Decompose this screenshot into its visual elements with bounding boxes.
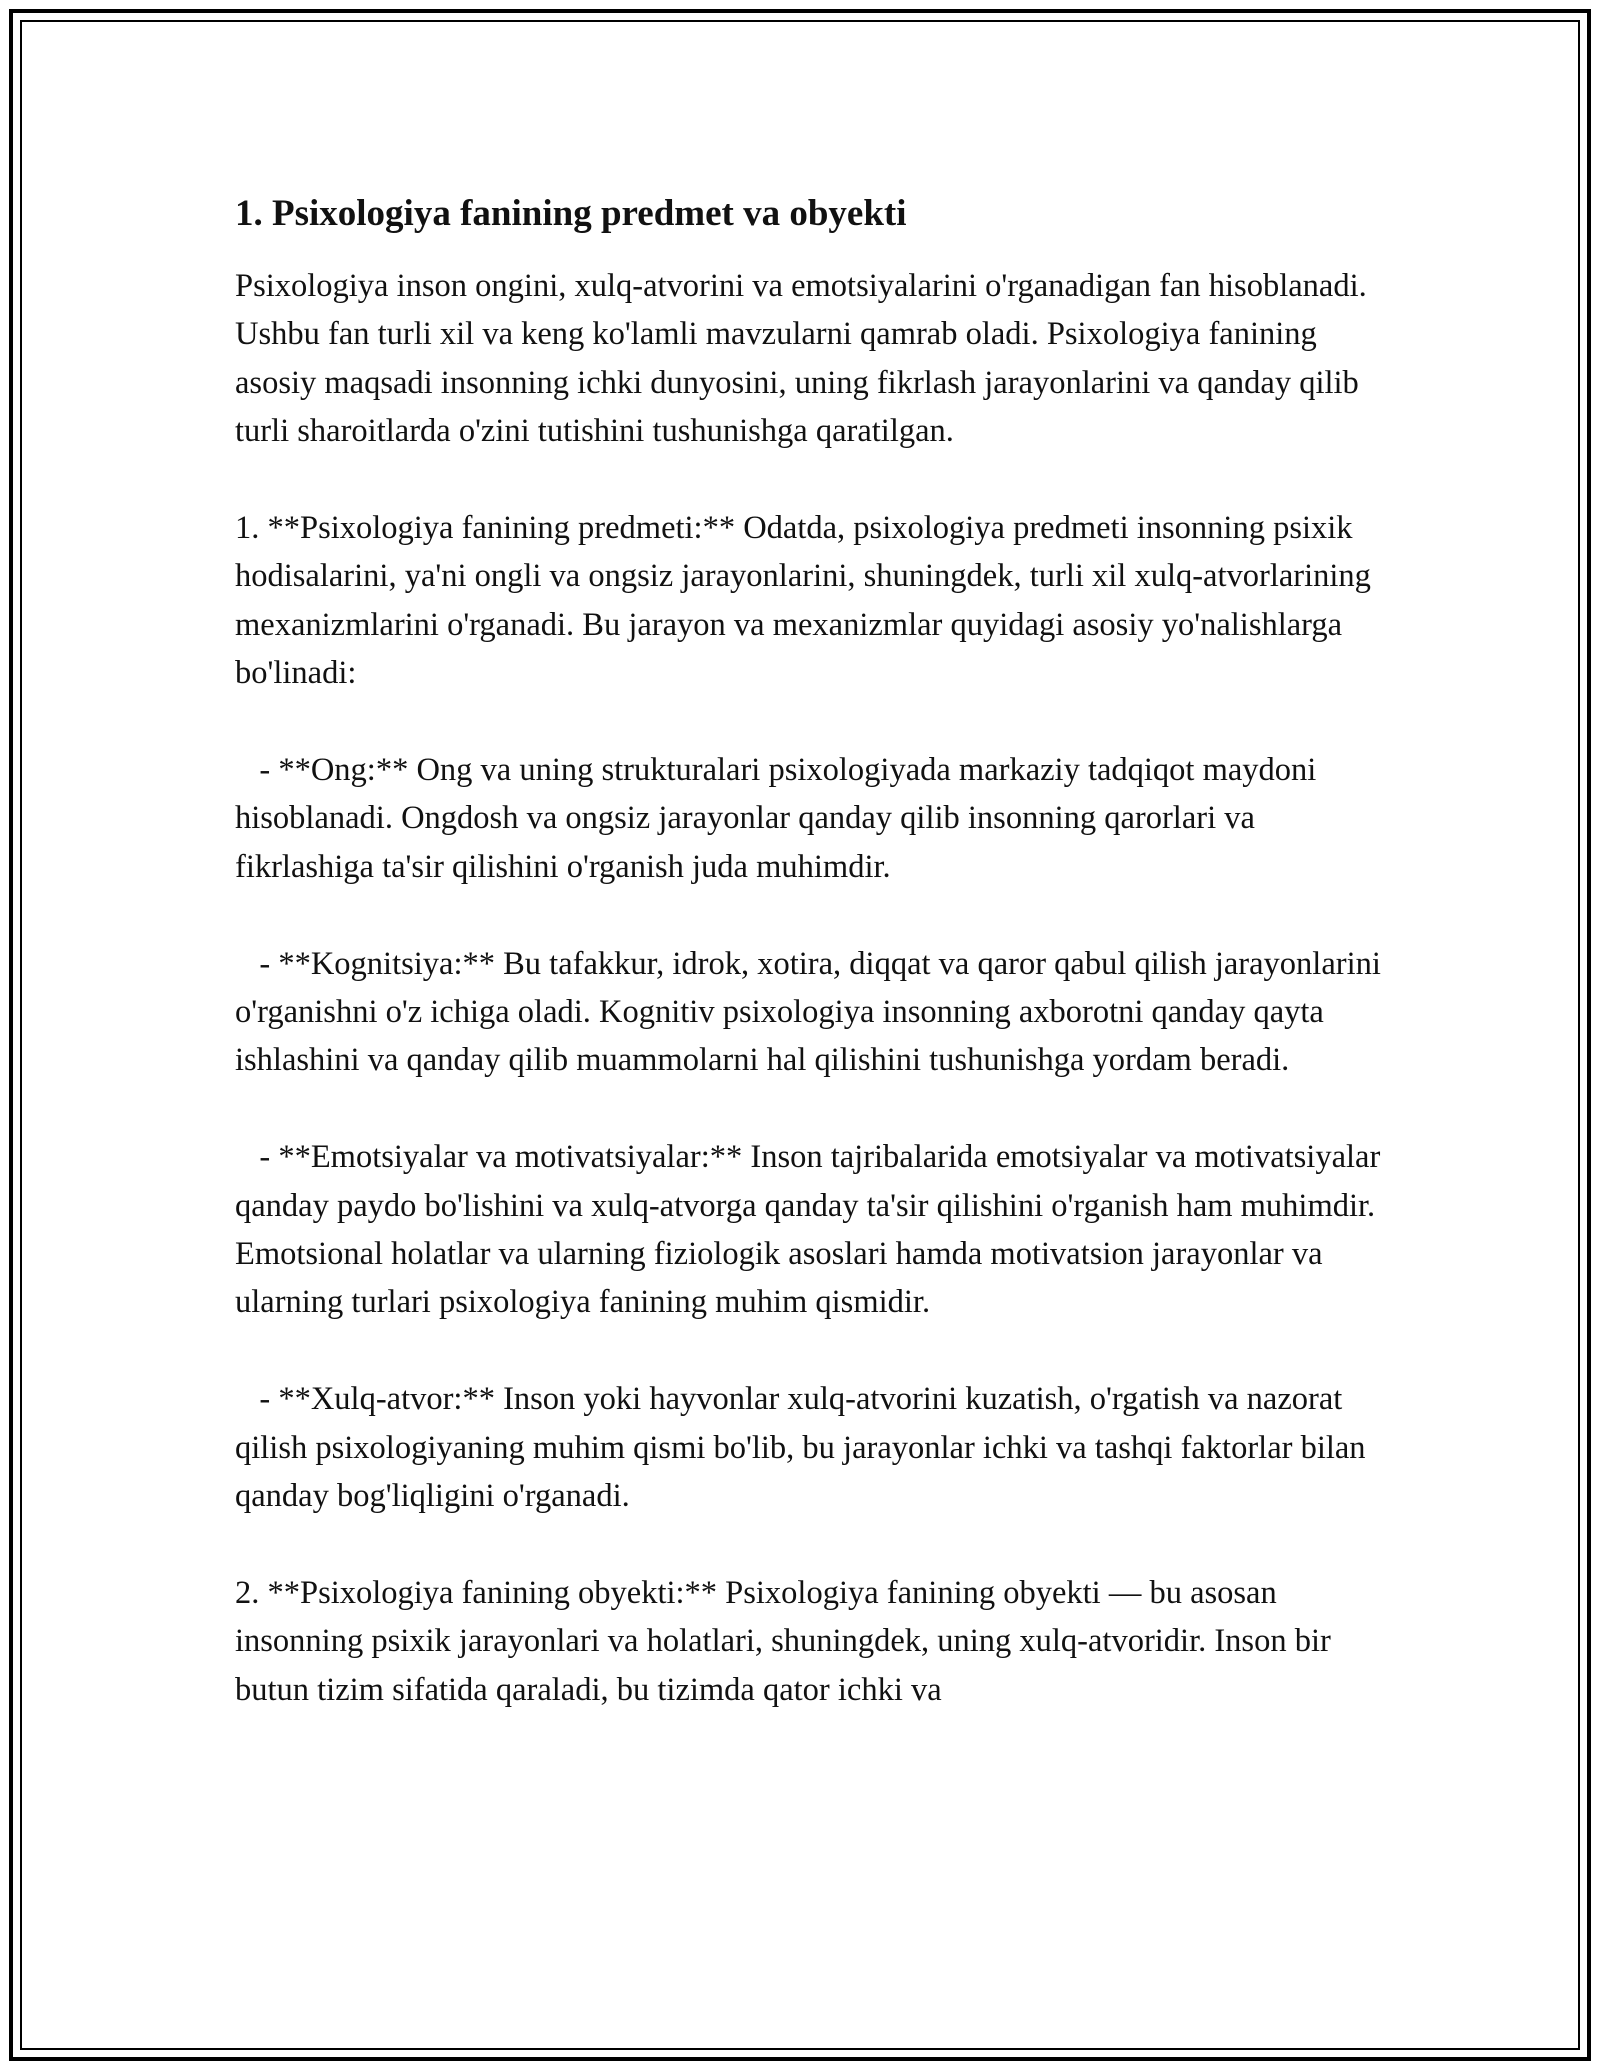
behavior-paragraph: - **Xulq-atvor:** Inson yoki hayvonlar xulq-atvorini kuzatish, o'rgatish va nazorat qilish psixologiyaning muhim qismi bo'lib, bu jarayonlar ichki va tashqi faktorlar bilan qanday bog'liqligini o'rganadi.	[235, 1381, 1374, 1515]
intro-paragraph: Psixologiya inson ongini, xulq-atvorini va emotsiyalarini o'rganadigan fan hisoblanadi. Ushbu fan turli xil va keng ko'lamli mavzularni qamrab oladi. Psixologiya fanining asosiy maqsadi insonning ichki dunyosini, uning fikrlash jarayonlarini va qanday qilib turli sharoitlarda o'zini tutishini tushunishga qaratilgan.	[235, 268, 1375, 450]
object-paragraph: 2. **Psixologiya fanining obyekti:** Psixologiya fanining obyekti — bu asosan insonning psixik jarayonlari va holatlari, shuningdek, uning xulq-atvoridir. Inson bir butun tizim sifatida qaraladi, bu tizimda qator ichki va	[235, 1574, 1339, 1708]
consciousness-paragraph: - **Ong:** Ong va uning strukturalari psixologiyada markaziy tadqiqot maydoni hisoblanadi. Ongdosh va ongsiz jarayonlar qanday qilib insonning qarorlari va fikrlashiga ta'sir qilishini o'rganish juda muhimdir.	[235, 752, 1325, 885]
subject-paragraph: 1. **Psixologiya fanining predmeti:** Odatda, psixologiya predmeti insonning psixik hodisalarini, ya'ni ongli va ongsiz jarayonlarini, shuningdek, turli xil xulq-atvorlarining mexanizmlarini o'rganadi. Bu jarayon va mexanizmlar quyidagi asosiy yo'nalishlarga bo'linadi:	[235, 510, 1380, 692]
document-body	[235, 190, 1390, 1714]
emotions-paragraph: - **Emotsiyalar va motivatsiyalar:** Inson tajribalarida emotsiyalar va motivatsiyalar qanday paydo bo'lishini va xulq-atvorga qanday ta'sir qilishini o'rganish ham muhimdir. Emotsional holatlar va ularning fiziologik asoslari hamda motivatsion jarayonlar va ularning turlari psixologiya fanining muhim qismidir.	[235, 1139, 1389, 1321]
cognition-paragraph: - **Kognitsiya:** Bu tafakkur, idrok, xotira, diqqat va qaror qabul qilish jarayonlarini o'rganishni o'z ichiga oladi. Kognitiv psixologiya insonning axborotni qanday qayta ishlashini va qanday qilib muammolarni hal qilishini tushunishga yordam beradi.	[235, 945, 1390, 1079]
document-title: 1. Psixologiya fanining predmet va obyekti	[235, 193, 907, 234]
